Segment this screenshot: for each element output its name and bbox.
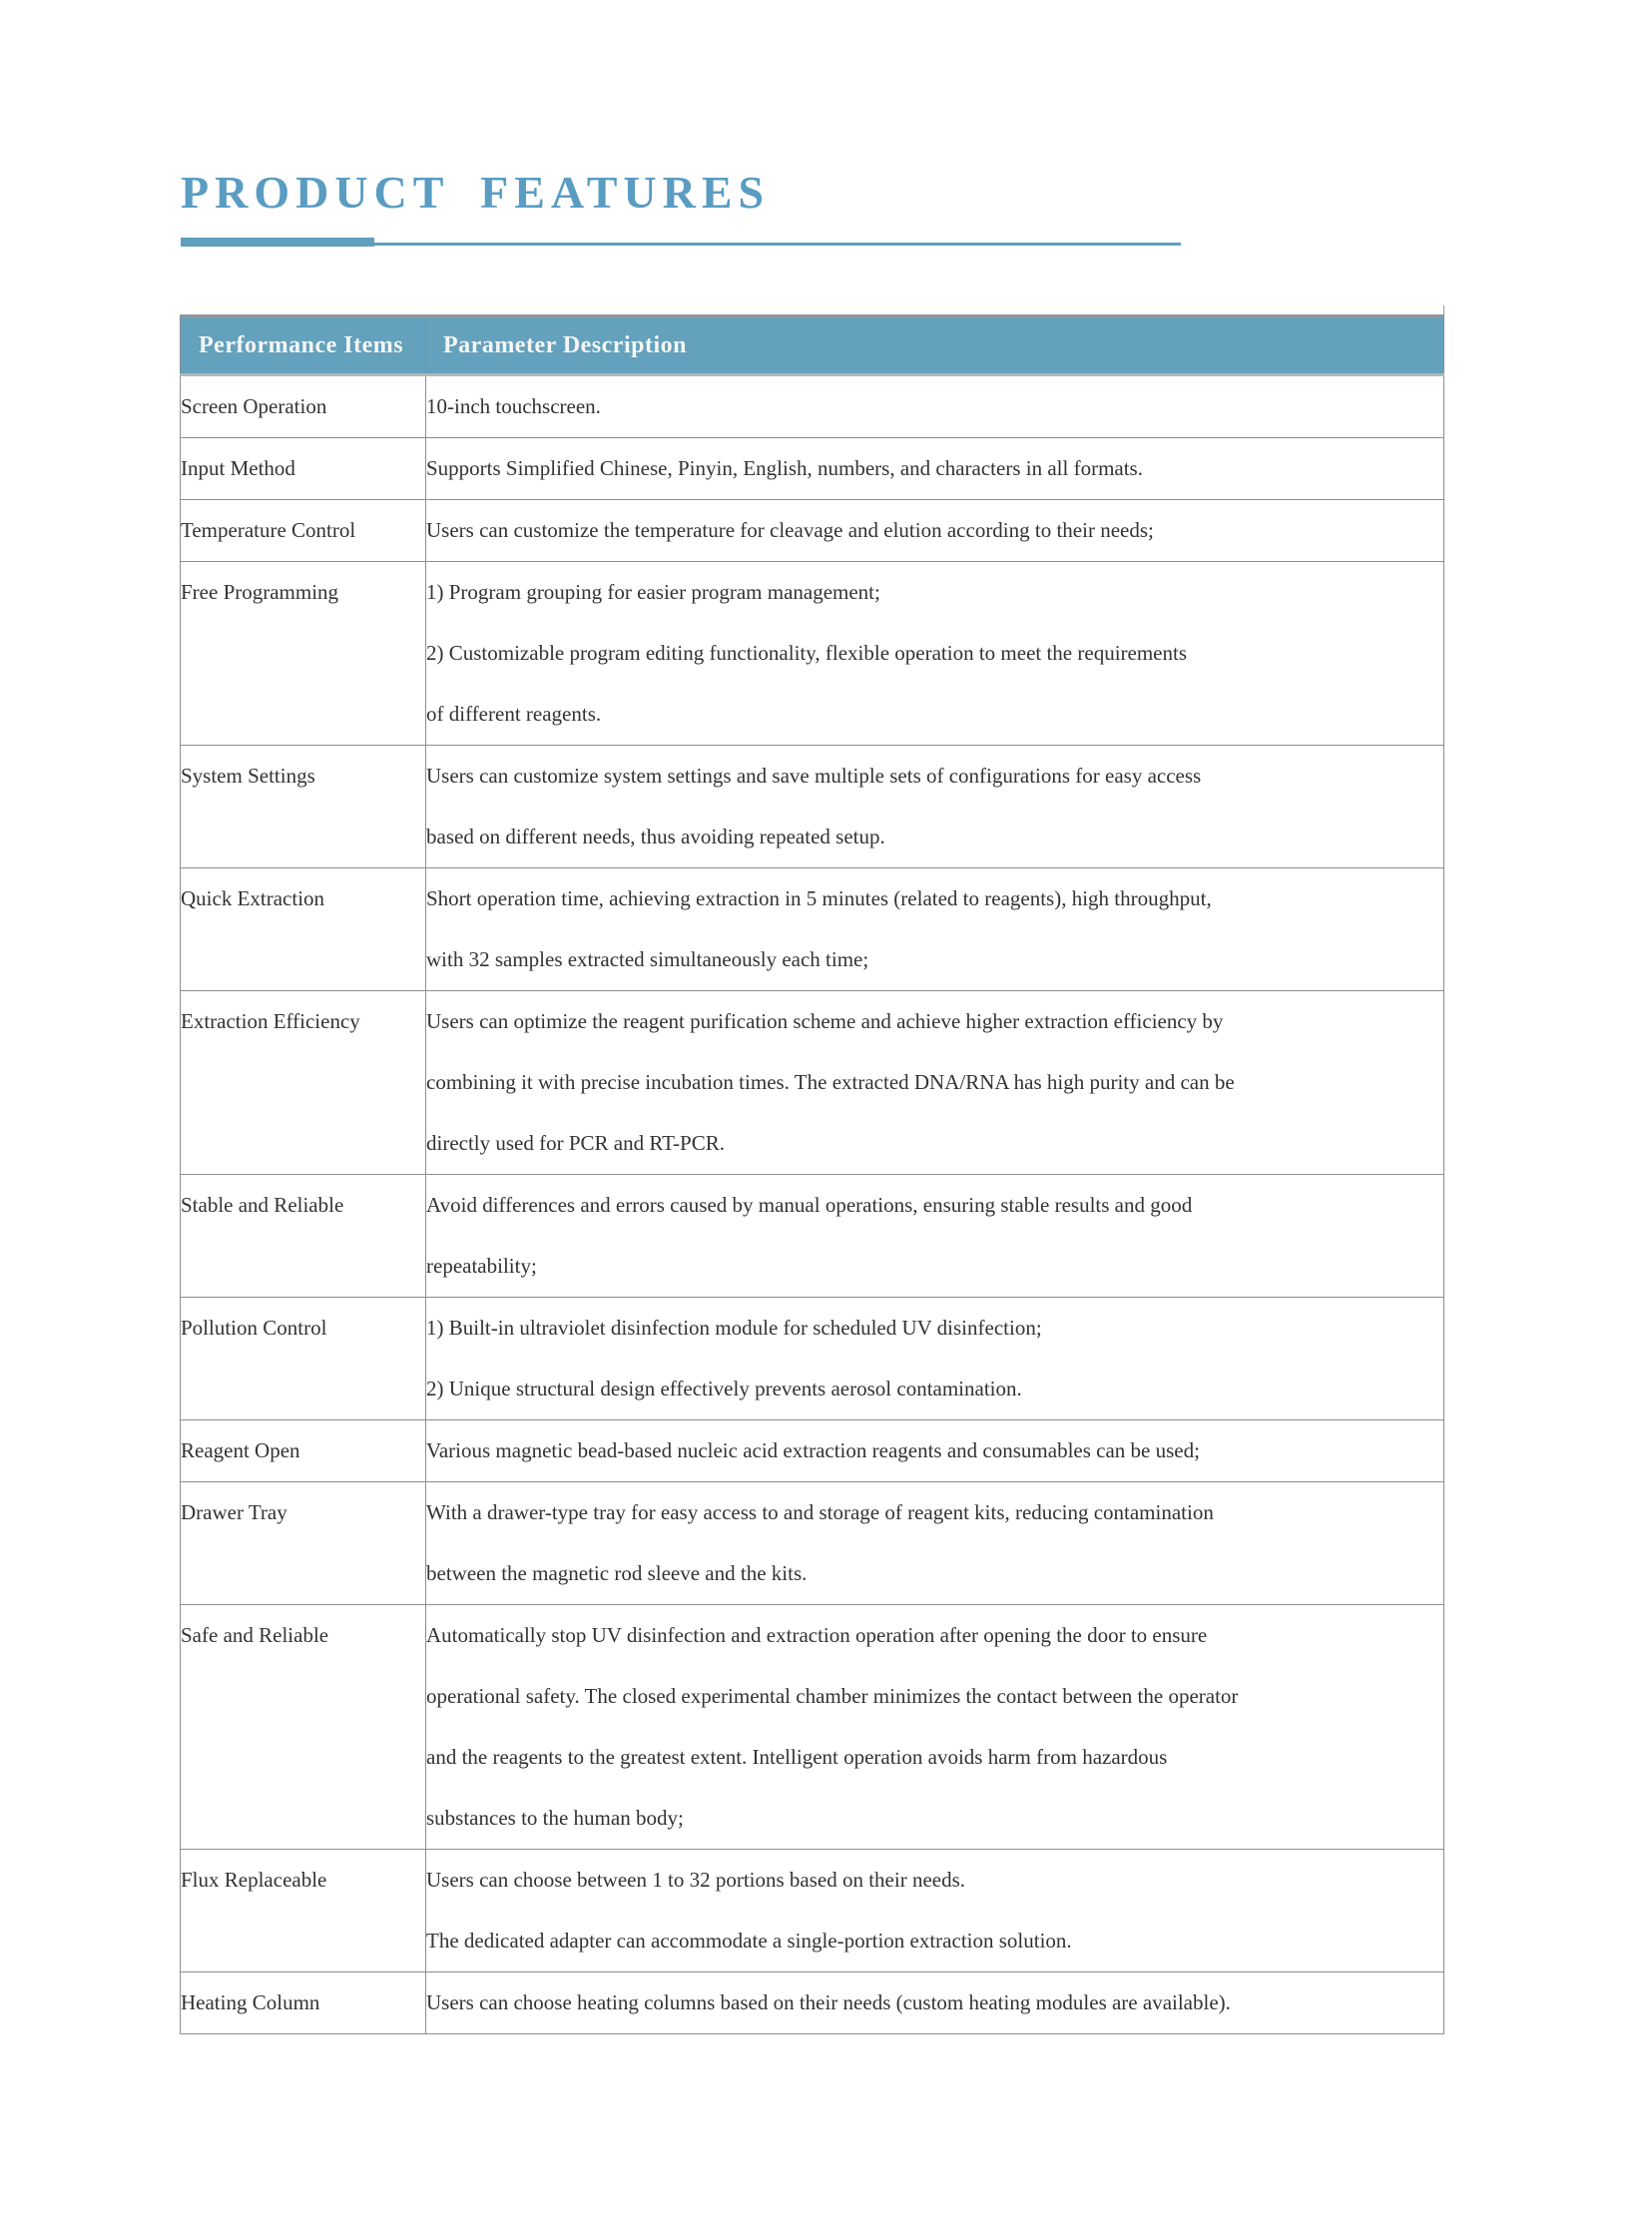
description-line: Users can choose heating columns based on their needs (custom heating modules are available). — [426, 1990, 1231, 2014]
parameter-description-cell — [426, 1298, 1444, 1420]
parameter-description-cell — [426, 868, 1444, 991]
parameter-description-cell — [426, 1605, 1444, 1850]
description-line: With a drawer-type tray for easy access to and storage of reagent kits, reducing contamination — [426, 1500, 1214, 1524]
description-line: 2) Customizable program editing functionality, flexible operation to meet the requirements — [426, 641, 1187, 665]
performance-item-cell: Reagent Open — [181, 1420, 426, 1482]
description-line: Various magnetic bead-based nucleic acid extraction reagents and consumables can be used; — [426, 1438, 1200, 1462]
parameter-description-cell — [426, 375, 1444, 438]
description-line: 1) Built-in ultraviolet disinfection module for scheduled UV disinfection; — [426, 1316, 1042, 1340]
table-row — [181, 991, 1444, 1175]
description-line: directly used for PCR and RT-PCR. — [426, 1131, 725, 1155]
performance-item-cell: Temperature Control — [181, 500, 426, 562]
description-line: combining it with precise incubation times. The extracted DNA/RNA has high purity and can be — [426, 1070, 1235, 1094]
performance-item-cell: Free Programming — [181, 562, 426, 746]
performance-item-cell: Safe and Reliable — [181, 1605, 426, 1850]
performance-item-cell: Extraction Efficiency — [181, 991, 426, 1175]
description-line: Supports Simplified Chinese, Pinyin, English, numbers, and characters in all formats. — [426, 456, 1143, 480]
description-line: 1) Program grouping for easier program management; — [426, 580, 880, 604]
description-line: Short operation time, achieving extraction in 5 minutes (related to reagents), high throughput, — [426, 886, 1212, 910]
title-underline-thin — [374, 243, 1181, 246]
table-row — [181, 438, 1444, 500]
column-header-parameter-description: Parameter Description — [426, 316, 1444, 375]
table-row — [181, 1420, 1444, 1482]
description-line: Users can customize system settings and save multiple sets of configurations for easy access — [426, 764, 1202, 788]
description-line: operational safety. The closed experimental chamber minimizes the contact between the operator — [426, 1684, 1239, 1708]
title-underline-thick — [181, 238, 374, 247]
table-row — [181, 1482, 1444, 1605]
parameter-description-cell — [426, 1850, 1444, 1972]
table-right-border-tip — [1443, 305, 1444, 314]
table-row — [181, 1298, 1444, 1420]
page-title: PRODUCT FEATURES — [181, 167, 771, 218]
performance-item-cell: Quick Extraction — [181, 868, 426, 991]
table-body — [181, 375, 1444, 2034]
table-row — [181, 1175, 1444, 1298]
table-row — [181, 500, 1444, 562]
description-line: substances to the human body; — [426, 1806, 684, 1830]
description-line: based on different needs, thus avoiding repeated setup. — [426, 825, 885, 848]
product-features-table — [180, 314, 1444, 2034]
parameter-description-cell — [426, 991, 1444, 1175]
description-line: with 32 samples extracted simultaneously each time; — [426, 947, 869, 971]
table-row — [181, 1605, 1444, 1850]
performance-item-cell: System Settings — [181, 746, 426, 868]
parameter-description-cell — [426, 1420, 1444, 1482]
description-line: between the magnetic rod sleeve and the kits. — [426, 1561, 808, 1585]
description-line: of different reagents. — [426, 702, 602, 726]
description-line: The dedicated adapter can accommodate a single-portion extraction solution. — [426, 1929, 1072, 1953]
table-row — [181, 1850, 1444, 1972]
parameter-description-cell — [426, 1972, 1444, 2034]
performance-item-cell: Stable and Reliable — [181, 1175, 426, 1298]
table-row — [181, 562, 1444, 746]
description-line: 2) Unique structural design effectively prevents aerosol contamination. — [426, 1377, 1022, 1400]
performance-item-cell: Input Method — [181, 438, 426, 500]
parameter-description-cell — [426, 438, 1444, 500]
description-line: repeatability; — [426, 1254, 537, 1278]
column-header-performance-items: Performance Items — [181, 316, 426, 375]
table-header — [181, 316, 1444, 375]
description-line: Automatically stop UV disinfection and extraction operation after opening the door to ensure — [426, 1623, 1208, 1647]
parameter-description-cell — [426, 562, 1444, 746]
table-row — [181, 375, 1444, 438]
parameter-description-cell — [426, 500, 1444, 562]
performance-item-cell: Pollution Control — [181, 1298, 426, 1420]
table-header-row — [181, 316, 1444, 375]
table-row — [181, 1972, 1444, 2034]
description-line: Users can choose between 1 to 32 portions based on their needs. — [426, 1868, 966, 1892]
description-line: 10-inch touchscreen. — [426, 394, 601, 418]
description-line: and the reagents to the greatest extent. Intelligent operation avoids harm from hazardous — [426, 1745, 1168, 1769]
parameter-description-cell — [426, 1482, 1444, 1605]
performance-item-cell: Screen Operation — [181, 375, 426, 438]
description-line: Avoid differences and errors caused by manual operations, ensuring stable results and good — [426, 1193, 1193, 1217]
table-row — [181, 868, 1444, 991]
description-line: Users can optimize the reagent purification scheme and achieve higher extraction efficiency by — [426, 1009, 1224, 1033]
performance-item-cell: Heating Column — [181, 1972, 426, 2034]
parameter-description-cell — [426, 746, 1444, 868]
performance-item-cell: Drawer Tray — [181, 1482, 426, 1605]
description-line: Users can customize the temperature for cleavage and elution according to their needs; — [426, 518, 1154, 542]
performance-item-cell: Flux Replaceable — [181, 1850, 426, 1972]
table-row — [181, 746, 1444, 868]
parameter-description-cell — [426, 1175, 1444, 1298]
